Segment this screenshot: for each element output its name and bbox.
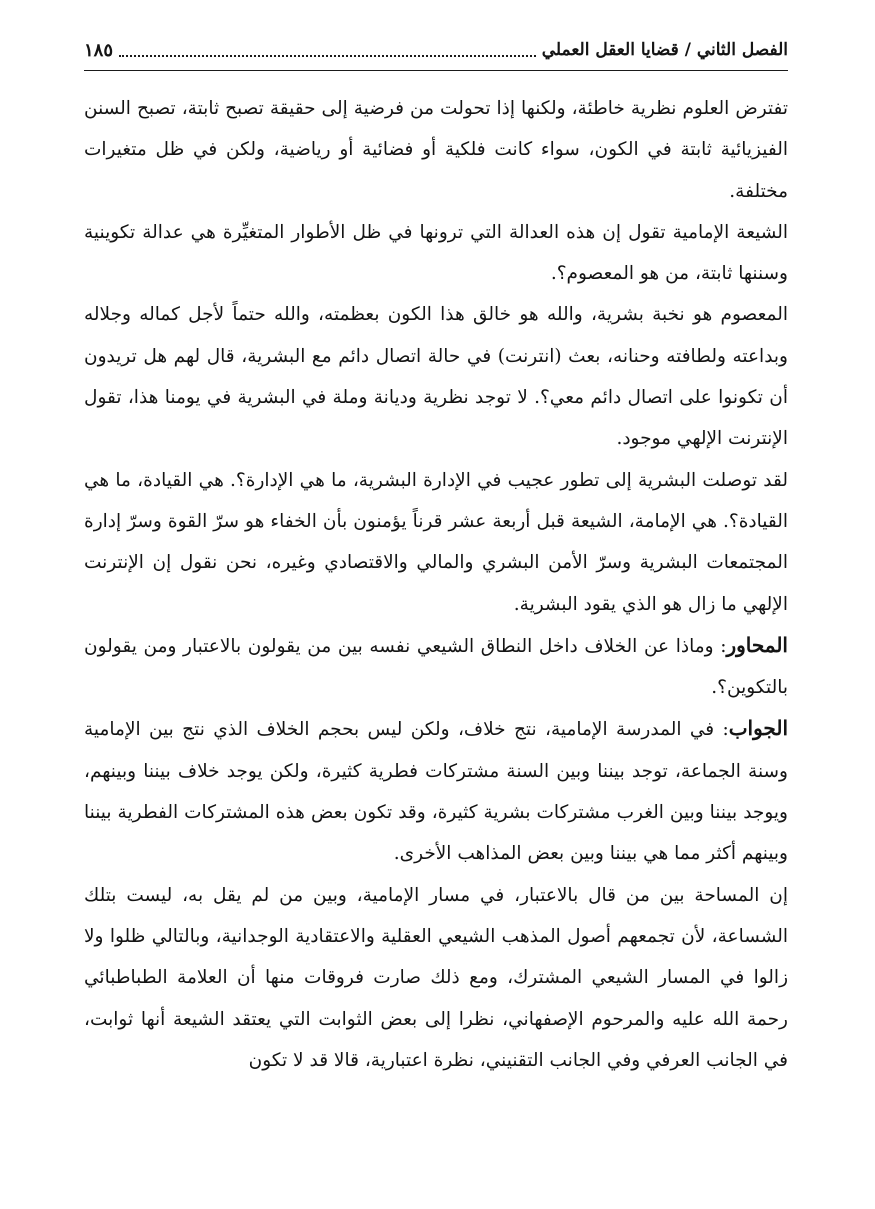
speaker-label-interviewer: المحاور bbox=[726, 632, 788, 657]
paragraph: المعصوم هو نخبة بشرية، والله هو خالق هذا الكون بعظمته، والله حتماً لأجل كماله وجلاله وبداعته ولطافته وحنانه، بعث (انترنت) في حالة اتصال دائم مع البشرية، قال لهم هل تريدون أن تكونوا على اتصال دائم معي؟. لا توجد نظرية وديانة وملة في البشرية في يومنا هذا، تقول الإنترنت الإلهي موجود. bbox=[84, 304, 788, 450]
answer-text: : في المدرسة الإمامية، نتج خلاف، ولكن ليس بحجم الخلاف الذي نتج بين الإمامية وسنة الجماعة، توجد بيننا وبين السنة مشتركات فطرية كثيرة، ولكن يوجد خلاف بيننا وبينهم، ويوجد بيننا وبين الغرب مشتركات بشرية كثيرة، وقد تكون بعض هذه المشتركات الفطرية بيننا وبينهم أكثر مما هي بيننا وبين بعض المذاهب الأخرى. bbox=[84, 719, 788, 865]
body-text bbox=[84, 88, 788, 1081]
dialogue-answer bbox=[84, 708, 788, 874]
question-text: : وماذا عن الخلاف داخل النطاق الشيعي نفسه بين من يقولون بالاعتبار ومن يقولون بالتكوين؟. bbox=[84, 635, 788, 699]
paragraph: إن المساحة بين من قال بالاعتبار، في مسار الإمامية، وبين من لم يقل به، ليست بتلك الشساعة، لأن تجمعهم أصول المذهب الشيعي العقلية والاعتقادية الوجدانية، وبالتالي ظلوا ولا زالوا في المسار الشيعي المشترك، ومع ذلك صارت فروقات منها أن العلامة الطباطبائي رحمة الله عليه والمرحوم الإصفهاني، نظرا إلى بعض الثوابت التي يعتقد الشيعة أنها ثوابت، في الجانب العرفي وفي الجانب التقنيني، نظرة اعتبارية، قالا قد لا تكون bbox=[84, 884, 788, 1071]
paragraph: الشيعة الإمامية تقول إن هذه العدالة التي ترونها في ظل الأطوار المتغيِّرة هي عدالة تكوينية وسننها ثابتة، من هو المعصوم؟. bbox=[84, 221, 788, 285]
page-number: ١٨٥ bbox=[84, 39, 114, 61]
running-header bbox=[84, 30, 788, 71]
speaker-label-answer: الجواب bbox=[728, 716, 788, 741]
paragraph: لقد توصلت البشرية إلى تطور عجيب في الإدارة البشرية، ما هي الإدارة؟. هي القيادة، ما هي القيادة؟. هي الإمامة، الشيعة قبل أربعة عشر قرناً يؤمنون بأن الخفاء هو سرّ القوة وسرّ إدارة المجتمعات البشرية وسرّ الأمن البشري والمالي والاقتصادي وغيره، نحن نقول إن الإنترنت الإلهي ما زال هو الذي يقود البشرية. bbox=[84, 469, 788, 615]
paragraph: تفترض العلوم نظرية خاطئة، ولكنها إذا تحولت من فرضية إلى حقيقة تصبح ثابتة، تصبح السنن الفيزيائية ثابتة في الكون، سواء كانت فلكية أو فضائية أو رياضية، ولكن في ظل متغيرات مختلفة. bbox=[84, 98, 788, 202]
dialogue-question bbox=[84, 625, 788, 709]
chapter-title: الفصل الثاني / قضايا العقل العملي bbox=[541, 40, 788, 60]
dotted-leader bbox=[119, 55, 536, 57]
